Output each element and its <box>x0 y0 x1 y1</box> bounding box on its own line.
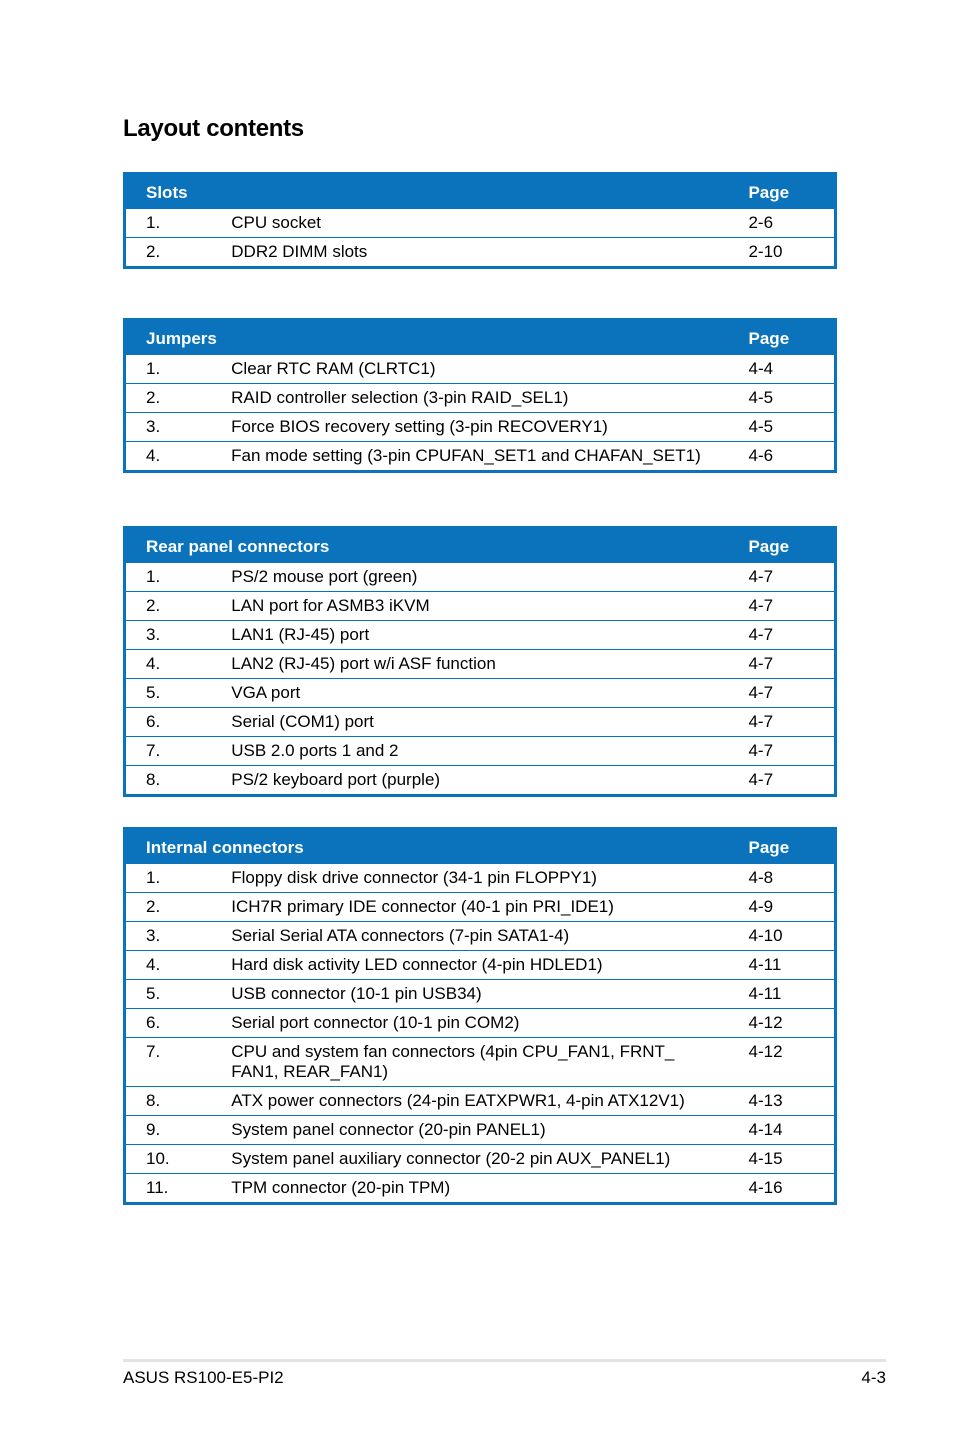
rear-panel-table <box>123 526 837 797</box>
table-row <box>125 766 836 796</box>
row-page: 4-15 <box>749 1145 836 1174</box>
table-header-title: Internal connectors <box>125 829 749 864</box>
table-row <box>125 1174 836 1204</box>
table-row <box>125 384 836 413</box>
row-item: System panel connector (20-pin PANEL1) <box>231 1116 748 1145</box>
row-number: 7. <box>125 1038 232 1087</box>
row-page: 4-14 <box>749 1116 836 1145</box>
row-item: ICH7R primary IDE connector (40-1 pin PRI_IDE1) <box>231 893 748 922</box>
row-number: 5. <box>125 980 232 1009</box>
page-title: Layout contents <box>123 115 304 142</box>
table-row <box>125 922 836 951</box>
table-row <box>125 592 836 621</box>
table-row <box>125 621 836 650</box>
slots-table <box>123 172 837 269</box>
row-item <box>231 1038 748 1087</box>
row-page: 4-12 <box>749 1009 836 1038</box>
row-item: System panel auxiliary connector (20-2 pin AUX_PANEL1) <box>231 1145 748 1174</box>
row-item: Hard disk activity LED connector (4-pin HDLED1) <box>231 951 748 980</box>
row-item: Serial (COM1) port <box>231 708 748 737</box>
row-page: 4-7 <box>748 737 835 766</box>
table-row <box>125 951 836 980</box>
row-page: 4-7 <box>748 766 835 796</box>
table-row <box>125 864 836 893</box>
table-row <box>125 563 836 592</box>
row-page: 4-16 <box>749 1174 836 1204</box>
footer-divider <box>123 1359 886 1362</box>
row-item: Force BIOS recovery setting (3-pin RECOVERY1) <box>231 413 748 442</box>
row-number: 8. <box>125 766 232 796</box>
row-number: 7. <box>125 737 232 766</box>
table-row <box>125 1038 836 1087</box>
row-number: 4. <box>125 650 232 679</box>
row-item: Serial Serial ATA connectors (7-pin SATA1-4) <box>231 922 748 951</box>
row-item: LAN2 (RJ-45) port w/i ASF function <box>231 650 748 679</box>
row-number: 1. <box>125 864 232 893</box>
table-row <box>125 980 836 1009</box>
table-header-title: Slots <box>125 174 749 209</box>
row-page: 4-9 <box>749 893 836 922</box>
row-item: CPU socket <box>231 209 748 238</box>
row-number: 9. <box>125 1116 232 1145</box>
row-item: ATX power connectors (24-pin EATXPWR1, 4-pin ATX12V1) <box>231 1087 748 1116</box>
row-item: Floppy disk drive connector (34-1 pin FLOPPY1) <box>231 864 748 893</box>
row-number: 2. <box>125 384 232 413</box>
row-page: 2-6 <box>748 209 835 238</box>
row-number: 2. <box>125 592 232 621</box>
jumpers-table <box>123 318 837 473</box>
row-number: 5. <box>125 679 232 708</box>
table-header-row <box>125 174 836 209</box>
row-page: 4-11 <box>749 951 836 980</box>
row-page: 4-7 <box>748 563 835 592</box>
table-row <box>125 355 836 384</box>
row-number: 3. <box>125 621 232 650</box>
row-page: 4-7 <box>748 621 835 650</box>
row-number: 1. <box>125 209 232 238</box>
row-item: VGA port <box>231 679 748 708</box>
row-item: RAID controller selection (3-pin RAID_SEL1) <box>231 384 748 413</box>
row-number: 6. <box>125 708 232 737</box>
row-page: 4-5 <box>749 413 836 442</box>
table-row <box>125 209 836 238</box>
row-number: 2. <box>125 238 232 268</box>
table-header-row <box>125 528 836 563</box>
row-page: 4-5 <box>749 384 836 413</box>
row-item: Clear RTC RAM (CLRTC1) <box>231 355 748 384</box>
row-item: DDR2 DIMM slots <box>231 238 748 268</box>
row-page: 4-4 <box>749 355 836 384</box>
table-row <box>125 238 836 268</box>
row-item: USB 2.0 ports 1 and 2 <box>231 737 748 766</box>
row-number: 1. <box>125 355 232 384</box>
row-item: PS/2 mouse port (green) <box>231 563 748 592</box>
row-page: 4-13 <box>749 1087 836 1116</box>
row-item: Serial port connector (10-1 pin COM2) <box>231 1009 748 1038</box>
row-page: 4-11 <box>749 980 836 1009</box>
row-number: 3. <box>125 413 232 442</box>
footer-product-name: ASUS RS100-E5-PI2 <box>123 1368 284 1387</box>
row-number: 3. <box>125 922 232 951</box>
row-item: LAN port for ASMB3 iKVM <box>231 592 748 621</box>
table-header-page: Page <box>749 320 836 355</box>
row-item: PS/2 keyboard port (purple) <box>231 766 748 796</box>
footer-page-number: 4-3 <box>861 1368 886 1387</box>
row-number: 8. <box>125 1087 232 1116</box>
table-header-page: Page <box>748 174 835 209</box>
row-page: 4-7 <box>748 592 835 621</box>
table-header-title: Jumpers <box>125 320 749 355</box>
table-row <box>125 442 836 472</box>
row-number: 1. <box>125 563 232 592</box>
row-page: 4-7 <box>748 650 835 679</box>
table-row <box>125 679 836 708</box>
row-number: 2. <box>125 893 232 922</box>
table-row <box>125 1087 836 1116</box>
row-page: 4-7 <box>748 679 835 708</box>
row-number: 10. <box>125 1145 232 1174</box>
row-item-line2: FAN1, REAR_FAN1) <box>231 1062 389 1081</box>
row-number: 4. <box>125 442 232 472</box>
table-header-page: Page <box>749 829 836 864</box>
row-item: Fan mode setting (3-pin CPUFAN_SET1 and CHAFAN_SET1) <box>231 442 748 472</box>
row-item: USB connector (10-1 pin USB34) <box>231 980 748 1009</box>
table-row <box>125 1116 836 1145</box>
row-item: LAN1 (RJ-45) port <box>231 621 748 650</box>
table-row <box>125 413 836 442</box>
table-row <box>125 708 836 737</box>
table-row <box>125 1009 836 1038</box>
internal-connectors-table <box>123 827 837 1205</box>
table-header-row <box>125 829 836 864</box>
row-number: 11. <box>125 1174 232 1204</box>
row-page: 2-10 <box>748 238 835 268</box>
table-header-row <box>125 320 836 355</box>
row-page: 4-8 <box>749 864 836 893</box>
row-page: 4-12 <box>749 1038 836 1087</box>
table-header-title: Rear panel connectors <box>125 528 749 563</box>
table-row <box>125 737 836 766</box>
row-page: 4-6 <box>749 442 836 472</box>
row-number: 6. <box>125 1009 232 1038</box>
row-page: 4-10 <box>749 922 836 951</box>
row-item: TPM connector (20-pin TPM) <box>231 1174 748 1204</box>
table-row <box>125 650 836 679</box>
table-row <box>125 893 836 922</box>
row-number: 4. <box>125 951 232 980</box>
row-item-line1: CPU and system fan connectors (4pin CPU_FAN1, FRNT_ <box>231 1042 675 1061</box>
row-page: 4-7 <box>748 708 835 737</box>
table-row <box>125 1145 836 1174</box>
table-header-page: Page <box>748 528 835 563</box>
